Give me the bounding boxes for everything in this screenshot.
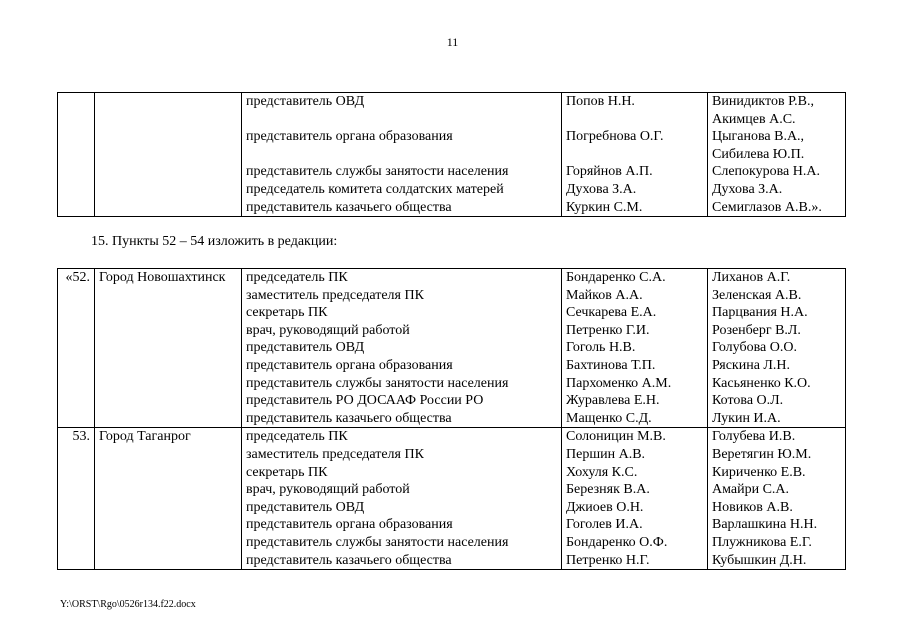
position-cell <box>242 93 562 217</box>
reserve-member-name: Семиглазов А.В.». <box>712 199 822 215</box>
position-line: представитель службы занятости населения <box>246 375 509 391</box>
main-member-name: Гоголь Н.В. <box>566 340 636 356</box>
reserve-member-name: Кубышкин Д.Н. <box>712 552 807 568</box>
main-member-name: Джиоев О.Н. <box>566 499 644 515</box>
position-line: секретарь ПК <box>246 464 328 480</box>
reserve-member-name: Ряскина Л.Н. <box>712 357 791 373</box>
position-line: врач, руководящий работой <box>246 322 410 338</box>
reserve-member-name: Слепокурова Н.А. <box>712 164 820 180</box>
commission-table-continued <box>57 92 846 217</box>
reserve-member-cell <box>708 428 846 570</box>
reserve-member-name: Сибилева Ю.П. <box>712 146 805 162</box>
reserve-member-name: Лукин И.А. <box>712 410 781 426</box>
main-member-name: Попов Н.Н. <box>566 94 635 109</box>
table-row <box>58 428 846 570</box>
main-member-cell <box>562 428 708 570</box>
municipality-name: Город Таганрог <box>95 428 242 570</box>
commission-table <box>57 268 846 570</box>
main-member-name: Бондаренко О.Ф. <box>566 534 668 550</box>
reserve-member-name: Новиков А.В. <box>712 499 793 515</box>
main-member-name: Майков А.А. <box>566 287 643 303</box>
main-member-name: Погребнова О.Г. <box>566 129 664 145</box>
main-member-name: Куркин С.М. <box>566 199 643 215</box>
position-line: представитель службы занятости населения <box>246 164 509 180</box>
main-member-name: Пархоменко А.М. <box>566 375 672 391</box>
table-row <box>58 93 846 217</box>
position-cell <box>242 269 562 428</box>
main-member-name: Духова З.А. <box>566 181 637 197</box>
reserve-member-name: Лиханов А.Г. <box>712 270 791 285</box>
main-member-name: Журавлева Е.Н. <box>566 393 660 409</box>
table-body <box>58 93 846 217</box>
main-member-name: Першин А.В. <box>566 446 646 462</box>
main-member-cell <box>562 93 708 217</box>
position-line: председатель ПК <box>246 429 348 445</box>
reserve-member-name: Голубева И.В. <box>712 429 796 445</box>
reserve-member-name: Розенберг В.Л. <box>712 322 801 338</box>
footer-file-path: Y:\ORST\Rgo\0526r134.f22.docx <box>60 599 196 610</box>
position-line: заместитель председателя ПК <box>246 446 424 462</box>
reserve-member-name: Амайри С.А. <box>712 482 790 498</box>
position-line: представитель казачьего общества <box>246 410 452 426</box>
reserve-member-name: Цыганова В.А., <box>712 129 805 145</box>
position-line <box>246 146 561 164</box>
position-line: представитель ОВД <box>246 499 365 515</box>
reserve-member-name: Веретягин Ю.М. <box>712 446 812 462</box>
reserve-member-name: Котова О.Л. <box>712 393 784 409</box>
position-line: секретарь ПК <box>246 305 328 321</box>
main-member-name: Березняк В.А. <box>566 482 650 498</box>
position-line: представитель ОВД <box>246 340 365 356</box>
reserve-member-name: Кириченко Е.В. <box>712 464 806 480</box>
reserve-member-name: Касьяненко К.О. <box>712 375 811 391</box>
amendment-paragraph: 15. Пункты 52 – 54 изложить в редакции: <box>91 234 338 249</box>
position-line: представитель органа образования <box>246 517 453 533</box>
reserve-member-cell <box>708 269 846 428</box>
item-number: «52. <box>58 269 95 428</box>
position-line: представитель казачьего общества <box>246 199 452 215</box>
main-member-name: Солоницин М.В. <box>566 429 666 445</box>
item-number: 53. <box>58 428 95 570</box>
position-line: представитель органа образования <box>246 129 453 145</box>
position-line <box>246 111 561 129</box>
main-member-name <box>566 111 707 129</box>
position-line: председатель ПК <box>246 270 348 285</box>
position-line: представитель ОВД <box>246 94 365 109</box>
main-member-name: Бондаренко С.А. <box>566 270 666 285</box>
position-line: врач, руководящий работой <box>246 482 410 498</box>
reserve-member-name: Парцвания Н.А. <box>712 305 808 321</box>
reserve-member-name: Варлашкина Н.Н. <box>712 517 818 533</box>
position-line: представитель РО ДОСААФ России РО <box>246 393 484 409</box>
reserve-member-cell <box>708 93 846 217</box>
table-row <box>58 269 846 428</box>
reserve-member-name: Зеленская А.В. <box>712 287 802 303</box>
position-line: председатель комитета солдатских матерей <box>246 181 504 197</box>
position-line: представитель казачьего общества <box>246 552 452 568</box>
item-number <box>58 93 95 217</box>
main-member-name: Мащенко С.Д. <box>566 410 652 426</box>
reserve-member-name: Голубова О.О. <box>712 340 797 356</box>
main-member-name: Петренко Г.И. <box>566 322 650 338</box>
position-line: заместитель председателя ПК <box>246 287 424 303</box>
position-line: представитель органа образования <box>246 357 453 373</box>
main-member-cell <box>562 269 708 428</box>
page-number: 11 <box>446 35 459 49</box>
municipality-name: Город Новошахтинск <box>95 269 242 428</box>
reserve-member-name: Духова З.А. <box>712 181 783 197</box>
main-member-name: Бахтинова Т.П. <box>566 357 656 373</box>
position-cell <box>242 428 562 570</box>
reserve-member-name: Плужникова Е.Г. <box>712 534 812 550</box>
main-member-name: Гоголев И.А. <box>566 517 643 533</box>
municipality-name <box>95 93 242 217</box>
reserve-member-name: Акимцев А.С. <box>712 111 796 127</box>
main-member-name: Хохуля К.С. <box>566 464 638 480</box>
main-member-name: Сечкарева Е.А. <box>566 305 657 321</box>
reserve-member-name: Винидиктов Р.В., <box>712 94 814 109</box>
main-member-name: Петренко Н.Г. <box>566 552 650 568</box>
main-member-name <box>566 146 707 164</box>
position-line: представитель службы занятости населения <box>246 534 509 550</box>
main-member-name: Горяйнов А.П. <box>566 164 653 180</box>
table-body <box>58 269 846 570</box>
